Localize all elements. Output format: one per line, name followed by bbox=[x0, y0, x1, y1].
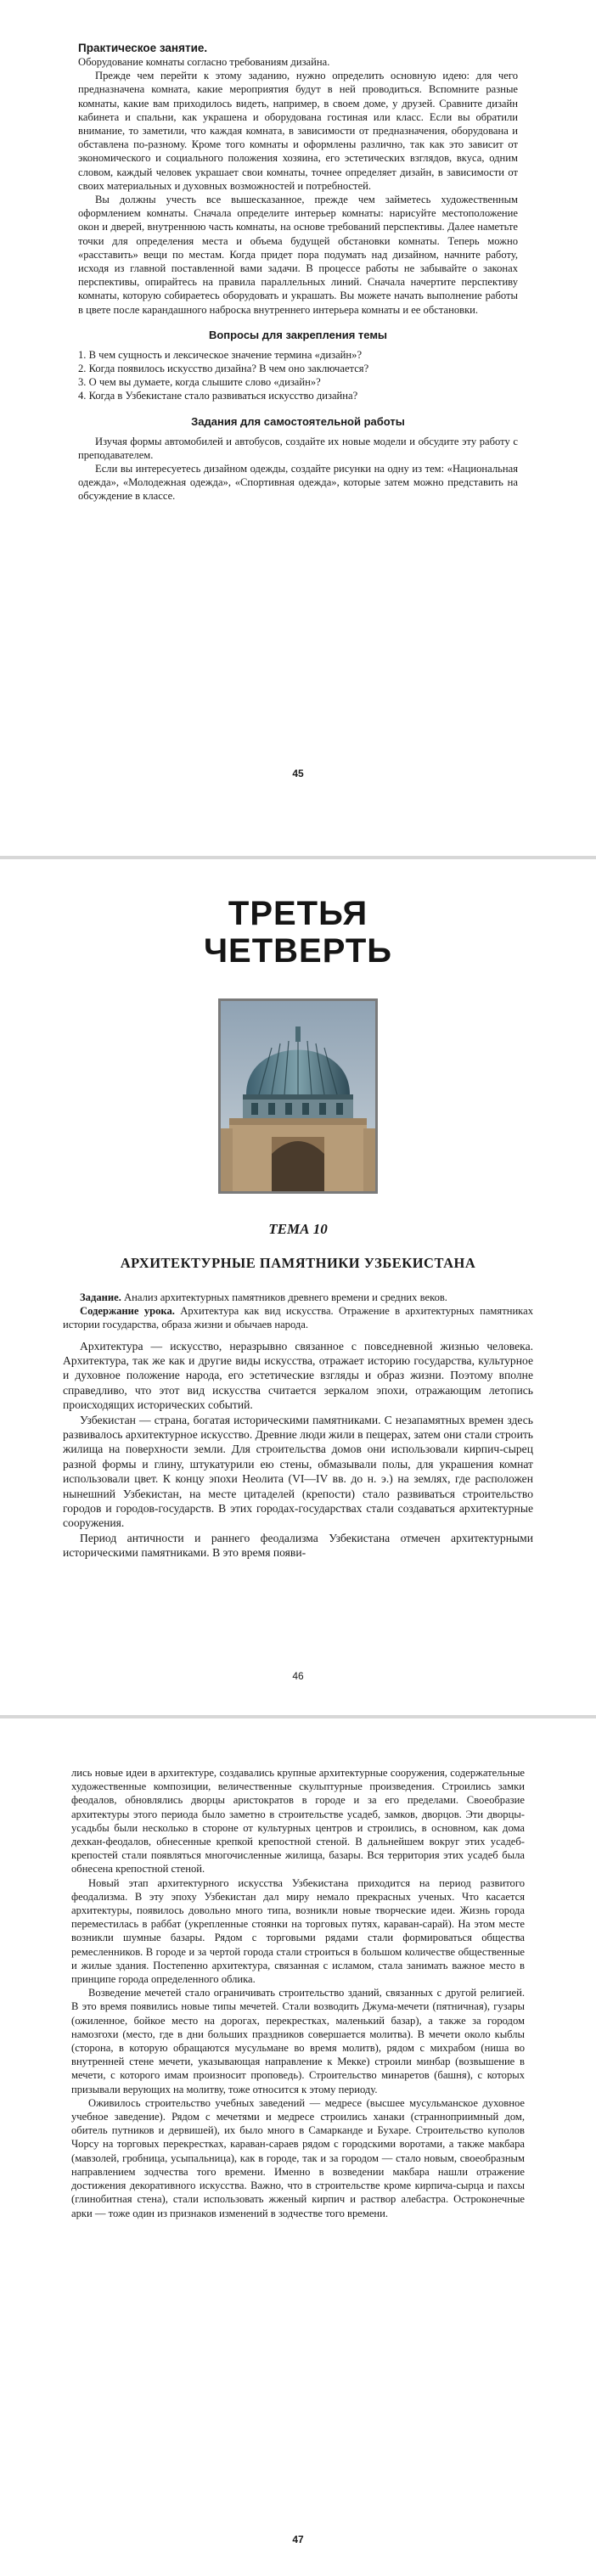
questions-list bbox=[78, 348, 518, 403]
page-46 bbox=[0, 859, 596, 1715]
task-item: Изучая формы автомобилей и автобусов, создайте их новые модели и обсудите эту работу с преподавателем. bbox=[78, 435, 518, 461]
paragraph: Вы должны учесть все вышесказанное, прежде чем займетесь художественным оформлением комнаты. Сначала определите интерьер комнаты: нарисуйте местоположение окон и дверей, внутреннюю часть комнаты, на основе требований перспективы. Далее наметьте точки для определения места и объема будущей обстановки комнаты. Теперь можно «расставить» вещи по местам. Когда придет пора подумать над дизайном, начните работу, исходя из главной поставленной вами задачи. В процессе работы не забывайте о законах перспективы, опирайтесь на правила параллельных линий. Сначала начертите перспективу комнаты, которую собираетесь оборудовать и украшать. Вы можете начать выполнение работы в цвете после карандашного наброска внутреннего интерьера комнаты и ее обстановки. bbox=[78, 194, 518, 316]
task-item: Если вы интересуетесь дизайном одежды, создайте рисунки на одну из тем: «Национальная одежда», «Молодежная одежда», «Спортивная одежда», которые затем можно представить на обсуждение в классе. bbox=[78, 463, 518, 503]
paragraph: Период античности и раннего феодализма Узбекистана отмечен архитектурными историческими памятниками. В это время появи- bbox=[63, 1531, 533, 1560]
paragraph: лись новые идеи в архитектуре, создавались крупные архитектурные сооружения, содержательные художественные композиции, величественные скульптурные произведения. Строились замки феодалов, обновлялись дворцы аристократов в городе и за его пределами. Своеобразие архитектуры этого периода было заметно в строительстве усадеб, замков, дворцов. Эти дворцы-усадьбы были несколько в стороне от культурных центров и строились, в основном, как дома дехкан-феодалов, обнесенные крепкой крепостной стеной. В дальнейшем вокруг этих усадеб-крепостей стали появляться многочисленные жилища, базары. Вся территория этих усадеб была обнесена крепостной стеной. bbox=[71, 1767, 525, 1876]
content-text: Архитектура как вид искусства. Отражение в архитектурных памятниках истории государства, образа жизни и обычаев народа. bbox=[63, 1305, 533, 1331]
paragraph: Возведение мечетей стало ограничивать строительство зданий, связанных с другой религией. В это время появились новые типы мечетей. Стали возводить Джума-мечети (пятничная), гузары (ожиленное, бойкое место на дорогах, перекрестках, маленький базар), а также за городом намозгохи (место, где в дни больших праздников совершается молитва). В мечети около кыблы (сторона, в которую обращаются мусульмане во время молитв), рядом с михрабом (ниша во внутренней стене мечети, указывающая направление к Мекке) строили минбар (возвышение в мечети, с которого имам произносит проповедь). Строительство минаретов (башня), с которых призывали верующих на молитву, тоже относится к этому периоду. bbox=[71, 1987, 525, 2095]
quarter-title-line1: ТРЕТЬЯ bbox=[228, 895, 368, 932]
paragraph: Узбекистан — страна, богатая историческими памятниками. С незапамятных времен здесь развивалось архитектурное искусство. Древние люди жили в пещерах, затем они стали строить жилища на поверхности земли. Для строительства домов они использовали кирпич-сырец разной формы и глину, штукатурили ею стены, обмазывали полы, для украшения комнат использовали цвет. К концу эпохи Неолита (VI—IV вв. до н. э.) на землях, где расположен нынешний Узбекистан, на месте цитаделей (крепости) стало развиваться строительство городов и городов-государств. В этих городах-государствах стали создаваться архитектурные сооружения. bbox=[63, 1413, 533, 1530]
paragraph: Прежде чем перейти к этому заданию, нужно определить основную идею: для чего предназначена комната, какие мероприятия будут в ней проводиться. Вспомните разные комнаты, какие вам приходилось видеть, например, в своем доме, у друзей. Сравните дизайн кабинета и спальни, как украшена и оборудована гостиная или класс. Если вы обратили внимание, то заметили, что каждая комната, в зависимости от предназначения, оборудована и обставлена по-разному. Кроме того комнаты и оформлены различно, так как это зависит от экономического и социального положения хозяина, его эстетических взглядов, вкуса, одним словом, каждый человек украшает свои комнаты, точнее определяет дизайн, в зависимости от своих материальных и духовных возможностей и потребностей. bbox=[78, 70, 518, 192]
mausoleum-dome-photo bbox=[218, 998, 378, 1194]
tasks-heading: Задания для самостоятельной работы bbox=[191, 414, 405, 428]
page-47 bbox=[0, 1718, 596, 2576]
section-subtitle: Оборудование комнаты согласно требованиям дизайна. bbox=[78, 56, 330, 68]
section-title: Практическое занятие. bbox=[78, 42, 208, 54]
quarter-title-line2: ЧЕТВЕРТЬ bbox=[203, 932, 393, 970]
page-number: 45 bbox=[292, 768, 304, 779]
page-45 bbox=[0, 0, 596, 856]
question-item: 4. Когда в Узбекистане стало развиваться искусство дизайна? bbox=[78, 390, 358, 402]
task-label: Задание. bbox=[80, 1291, 121, 1303]
question-item: 2. Когда появилось искусство дизайна? В чем оно заключается? bbox=[78, 363, 369, 375]
dome-illustration bbox=[221, 1001, 375, 1191]
task-line bbox=[63, 1291, 533, 1304]
task-text: Анализ архитектурных памятников древнего времени и средних веков. bbox=[124, 1291, 447, 1303]
paragraph: Оживилось строительство учебных заведений — медресе (высшее мусульманское духовное учебное заведение). Рядом с мечетями и медресе строились ханаки (странноприимный дом, обитель путников и дервишей), их было много в Самарканде и Бухаре. Строительство куполов Чорсу на торговых перекрестках, караван-сараев рядом с городскими воротами, а также макбара (мавзолей, гробница, усыпальница), как в городе, так и за городом — стало новым, своеобразным направлением зодчества того времени. Именно в возведении макбара нашли отражение достижения декоративного искусства. Важно, что в строительстве кроме кирпича-сырца и пахсы (глинобитная стена), стали использовать жженый кирпич и раствор алебастра. Остроконечные арки — тоже один из признаков изменений в зодчестве того времени. bbox=[71, 2096, 525, 2219]
page-number: 46 bbox=[292, 1670, 304, 1682]
questions-heading: Вопросы для закрепления темы bbox=[208, 328, 388, 341]
paragraph: Архитектура — искусство, неразрывно связанное с повседневной жизнью человека. Архитектура, так же как и другие виды искусства, отражает историю государства, культурное и духовное положение народа, его эстетические взгляды и образ жизни. Поэтому вполне справедливо, что этот вид искусства считается зеркалом эпохи, отражающим летопись происходящих исторических событий. bbox=[63, 1339, 533, 1412]
paragraph: Новый этап архитектурного искусства Узбекистана приходится на период развитого феодализма. В эту эпоху Узбекистан дал миру немало прекрасных ученых. Что касается архитектуры, появилось довольно много типа, возникли новые творческие идеи. Жизнь города переместилась в раббат (укрепленные стоянки на торговых путях, караван-сарай). На этом месте возникли шумные базары. Рядом с торговыми рядами стали формироваться общества ремесленников. В городе и за чертой города стали строиться в большом количестве общественные и жилые здания. Постепенно архитектура, связанная с исламом, стала занимать важное место в принципе города определенного облика. bbox=[71, 1876, 525, 1986]
topic-label: ТЕМА 10 bbox=[268, 1221, 328, 1237]
question-item: 1. В чем сущность и лексическое значение термина «дизайн»? bbox=[78, 348, 363, 361]
topic-title: АРХИТЕКТУРНЫЕ ПАМЯТНИКИ УЗБЕКИСТАНА bbox=[120, 1255, 476, 1271]
content-label: Содержание урока. bbox=[80, 1305, 175, 1318]
content-line bbox=[63, 1304, 533, 1331]
question-item: 3. О чем вы думаете, когда слышите слово «дизайн»? bbox=[78, 376, 321, 389]
page-number: 47 bbox=[292, 2534, 304, 2545]
